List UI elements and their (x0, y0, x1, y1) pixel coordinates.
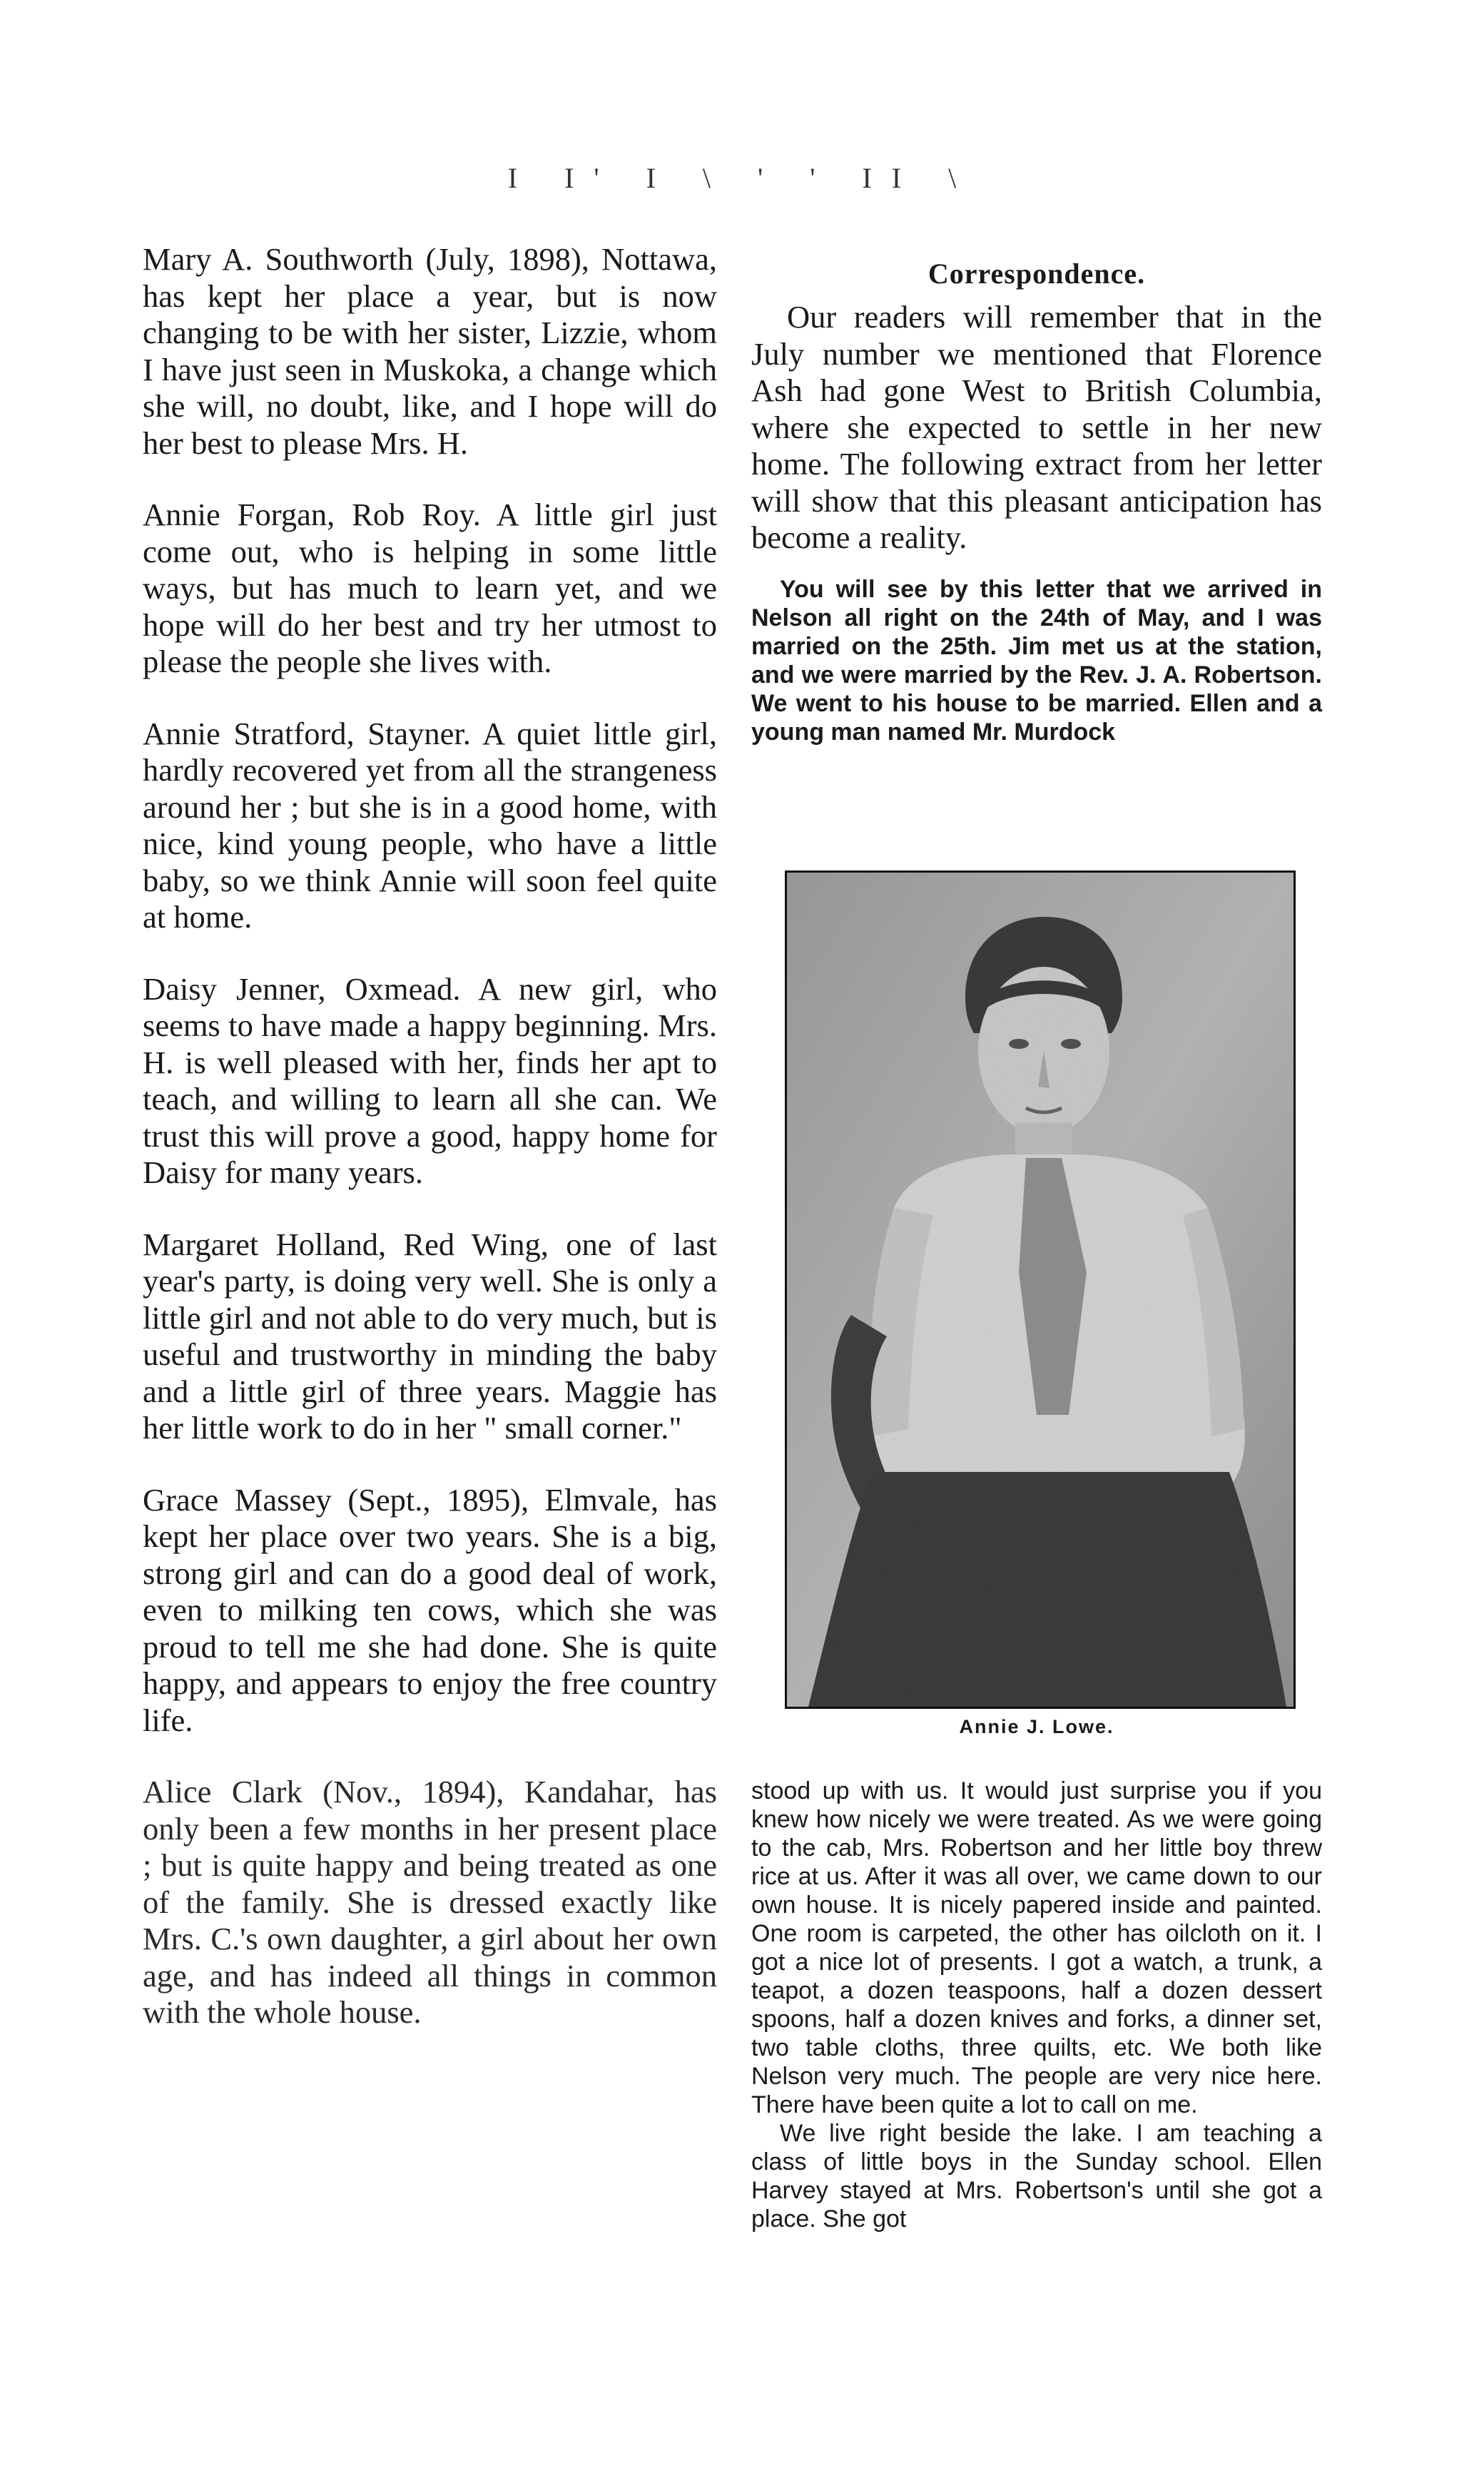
paragraph-massey: Grace Massey (Sept., 1895), Elmvale, has kept her place over two years. She is a big, strong girl and can do a good deal of work, even to milking ten cows, which she was proud to tell me she had done. She is quite happy, and appears to enjoy the free country life. (143, 1481, 717, 1738)
paragraph-southworth: Mary A. Southworth (July, 1898), Nottawa, has kept her place a year, but is now changing to be with her sister, Lizzie, whom I have just seen in Muskoka, a change which she will, no doubt, like, and I hope will do her best to please Mrs. H. (143, 241, 717, 461)
right-column-lower (751, 1777, 1322, 2233)
correspondence-intro: Our readers will remember that in the July number we mentioned that Florence Ash had gone West to British Columbia, where she expected to settle in her new home. The following extract from her letter will show that this pleasant anticipation has become a reality. (751, 299, 1322, 555)
portrait-illustration (787, 873, 1294, 1707)
letter-text-part2: stood up with us. It would just surprise you if you knew how nicely we were treated. As we were going to the cab, Mrs. Robertson and her little boy threw rice at us. After it was all over, we came down to our own house. It is nicely papered inside and painted. One room is carpeted, the other has oilcloth on it. I got a nice lot of presents. I got a watch, a trunk, a teapot, a dozen teaspoons, half a dozen dessert spoons, half a dozen knives and forks, a dinner set, two table cloths, three quilts, etc. We both like Nelson very much. The people are very nice here. There have been quite a lot to call on me. (751, 1777, 1322, 2118)
portrait-photo (785, 870, 1296, 1709)
letter-text-part1: You will see by this letter that we arrived in Nelson all right on the 24th of May, and I was married on the 25th. Jim met us at the station, and we were married by the Rev. J. A. Robertson. We went to his house to be married. Ellen and a young man named Mr. Murdock (751, 575, 1322, 746)
paragraph-forgan: Annie Forgan, Rob Roy. A little girl just come out, who is helping in some little ways, but has much to learn yet, and we hope will do her best and try her utmost to please the people she lives with. (143, 497, 717, 679)
paragraph-jenner: Daisy Jenner, Oxmead. A new girl, who seems to have made a happy beginning. Mrs. H. is well pleased with her, finds her apt to teach, and willing to learn all she can. We trust this will prove a good, happy home for Daisy for many years. (143, 970, 717, 1190)
running-head: I I' I \ ' ' II \ (507, 162, 977, 194)
paragraph-clark: Alice Clark (Nov., 1894), Kandahar, has only been a few months in her present place ; but is quite happy and being treated as one of the family. She is dressed exactly like Mrs. C.'s own daughter, a girl about her own age, and has indeed all things in common with the whole house. (143, 1774, 717, 2030)
correspondence-title: Correspondence. (928, 258, 1146, 290)
right-column (751, 257, 1322, 746)
paragraph-stratford: Annie Stratford, Stayner. A quiet little girl, hardly recovered yet from all the strangeness around her ; but she is in a good home, with nice, kind young people, who have a little baby, so we think Annie will soon feel quite at home. (143, 715, 717, 935)
photo-caption: Annie J. Lowe. (959, 1716, 1114, 1737)
paragraph-holland: Margaret Holland, Red Wing, one of last year's party, is doing very well. She is only a little girl and not able to do very much, but is useful and trustworthy in minding the baby and a little girl of three years. Maggie has her little work to do in her " small corner." (143, 1226, 717, 1446)
left-column (143, 241, 717, 2066)
letter-text-part3: We live right beside the lake. I am teaching a class of little boys in the Sunday school. Ellen Harvey stayed at Mrs. Robertson's until she got a place. She got (751, 2120, 1322, 2233)
